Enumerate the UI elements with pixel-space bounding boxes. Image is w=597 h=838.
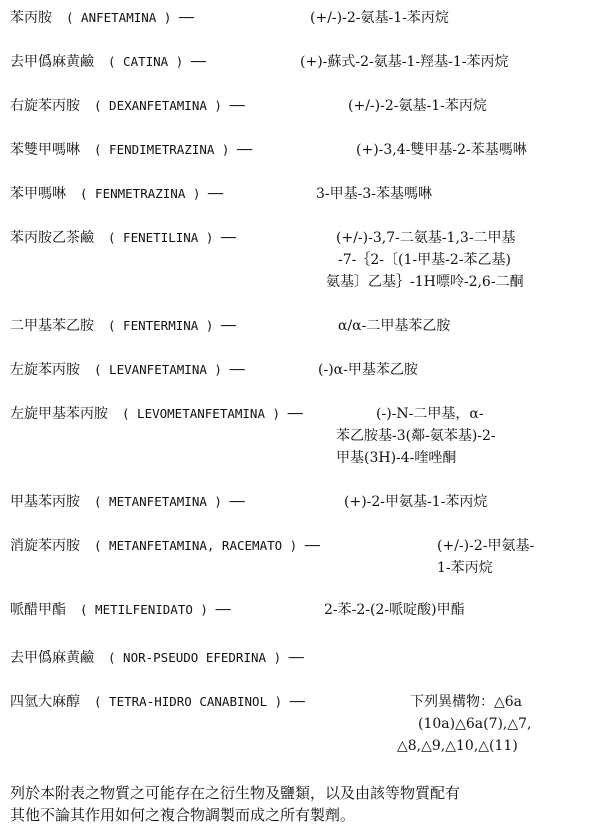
drug-chinese-name: 消旋苯丙胺 — [10, 538, 80, 554]
drug-chinese-name: 苯丙胺 — [10, 10, 52, 26]
chemical-name-line: (+/-)-3,7-二氨基-1,3-二甲基 — [336, 230, 516, 246]
drug-latin-name: ( DEXANFETAMINA ) ── — [94, 98, 245, 113]
drug-chinese-name: 苯雙甲嗎啉 — [10, 142, 80, 158]
drug-entry — [10, 316, 236, 336]
chemical-name-line: 1-苯丙烷 — [437, 560, 493, 576]
drug-entry — [10, 140, 252, 160]
drug-chinese-name: 二甲基苯乙胺 — [10, 318, 94, 334]
chemical-name-line: (+/-)-2-氨基-1-苯丙烷 — [310, 10, 449, 26]
chemical-name-line: (-)-N-二甲基，α- — [376, 406, 484, 422]
drug-latin-name: ( TETRA-HIDRO CANABINOL ) ── — [94, 694, 305, 709]
drug-chinese-name: 哌醋甲酯 — [10, 602, 66, 618]
chemical-name-line: (-)α-甲基苯乙胺 — [318, 362, 418, 378]
chemical-name-line: 甲基(3H)-4-喹唑酮 — [336, 450, 457, 466]
drug-entry — [10, 404, 303, 424]
drug-entry — [10, 536, 320, 556]
drug-entry — [10, 8, 194, 28]
drug-entry — [10, 692, 305, 712]
drug-entry — [10, 600, 231, 620]
chemical-name-line: (+)-蘇式-2-氨基-1-羥基-1-苯丙烷 — [300, 54, 509, 70]
chemical-name-line: (+/-)-2-氨基-1-苯丙烷 — [348, 98, 487, 114]
drug-entry — [10, 360, 245, 380]
drug-latin-name: ( NOR-PSEUDO EFEDRINA ) ── — [108, 650, 304, 665]
drug-latin-name: ( FENMETRAZINA ) ── — [80, 186, 223, 201]
chemical-name-line: (10a)△6a(7),△7, — [418, 716, 532, 732]
drug-chinese-name: 左旋甲基苯丙胺 — [10, 406, 108, 422]
chemical-name-line: 3-甲基-3-苯基嗎啉 — [316, 186, 433, 202]
chemical-name-line: 苯乙胺基-3(鄰-氨苯基)-2- — [336, 428, 496, 444]
drug-chinese-name: 苯甲嗎啉 — [10, 186, 66, 202]
drug-chinese-name: 去甲僞麻黄鹼 — [10, 54, 94, 70]
drug-chinese-name: 四氫大麻醇 — [10, 694, 80, 710]
drug-entry — [10, 52, 206, 72]
footer-note — [10, 782, 460, 826]
drug-entry — [10, 184, 223, 204]
chemical-name-line: α/α-二甲基苯乙胺 — [338, 318, 451, 334]
drug-latin-name: ( CATINA ) ── — [108, 54, 206, 69]
chemical-name-line: (+/-)-2-甲氨基- — [437, 538, 535, 554]
chemical-name-line: (+)-2-甲氨基-1-苯丙烷 — [344, 494, 488, 510]
drug-chinese-name: 去甲僞麻黄鹼 — [10, 650, 94, 666]
chemical-name-line: 下列異構物：△6a — [410, 694, 523, 710]
drug-latin-name: ( FENDIMETRAZINA ) ── — [94, 142, 253, 157]
drug-latin-name: ( FENETILINA ) ── — [108, 230, 236, 245]
footer-line-2: 其他不論其作用如何之複合物調製而成之所有製劑。 — [10, 806, 356, 824]
chemical-name-line: 2-苯-2-(2-哌啶酸)甲酯 — [324, 602, 465, 618]
drug-entry — [10, 492, 245, 512]
drug-entry — [10, 648, 304, 668]
drug-latin-name: ( METANFETAMINA ) ── — [94, 494, 245, 509]
chemical-name-line: 氨基〕乙基｝-1H嘌呤-2,6-二酮 — [326, 274, 524, 290]
drug-latin-name: ( METILFENIDATO ) ── — [80, 602, 231, 617]
drug-latin-name: ( LEVANFETAMINA ) ── — [94, 362, 245, 377]
drug-entry — [10, 96, 245, 116]
drug-chinese-name: 左旋苯丙胺 — [10, 362, 80, 378]
footer-line-1: 列於本附表之物質之可能存在之衍生物及鹽類，以及由該等物質配有 — [10, 784, 461, 802]
drug-entry — [10, 228, 236, 248]
chemical-name-line: -7-｛2-〔(1-甲基-2-苯乙基) — [338, 252, 511, 268]
drug-latin-name: ( LEVOMETANFETAMINA ) ── — [122, 406, 303, 421]
drug-latin-name: ( ANFETAMINA ) ── — [66, 10, 194, 25]
drug-chinese-name: 右旋苯丙胺 — [10, 98, 80, 114]
drug-latin-name: ( METANFETAMINA, RACEMATO ) ── — [94, 538, 320, 553]
drug-chinese-name: 苯丙胺乙茶鹼 — [10, 230, 94, 246]
chemical-name-line: △8,△9,△10,△(11) — [397, 738, 518, 754]
drug-chinese-name: 甲基苯丙胺 — [10, 494, 80, 510]
chemical-name-line: (+)-3,4-雙甲基-2-苯基嗎啉 — [356, 142, 527, 158]
drug-latin-name: ( FENTERMINA ) ── — [108, 318, 236, 333]
